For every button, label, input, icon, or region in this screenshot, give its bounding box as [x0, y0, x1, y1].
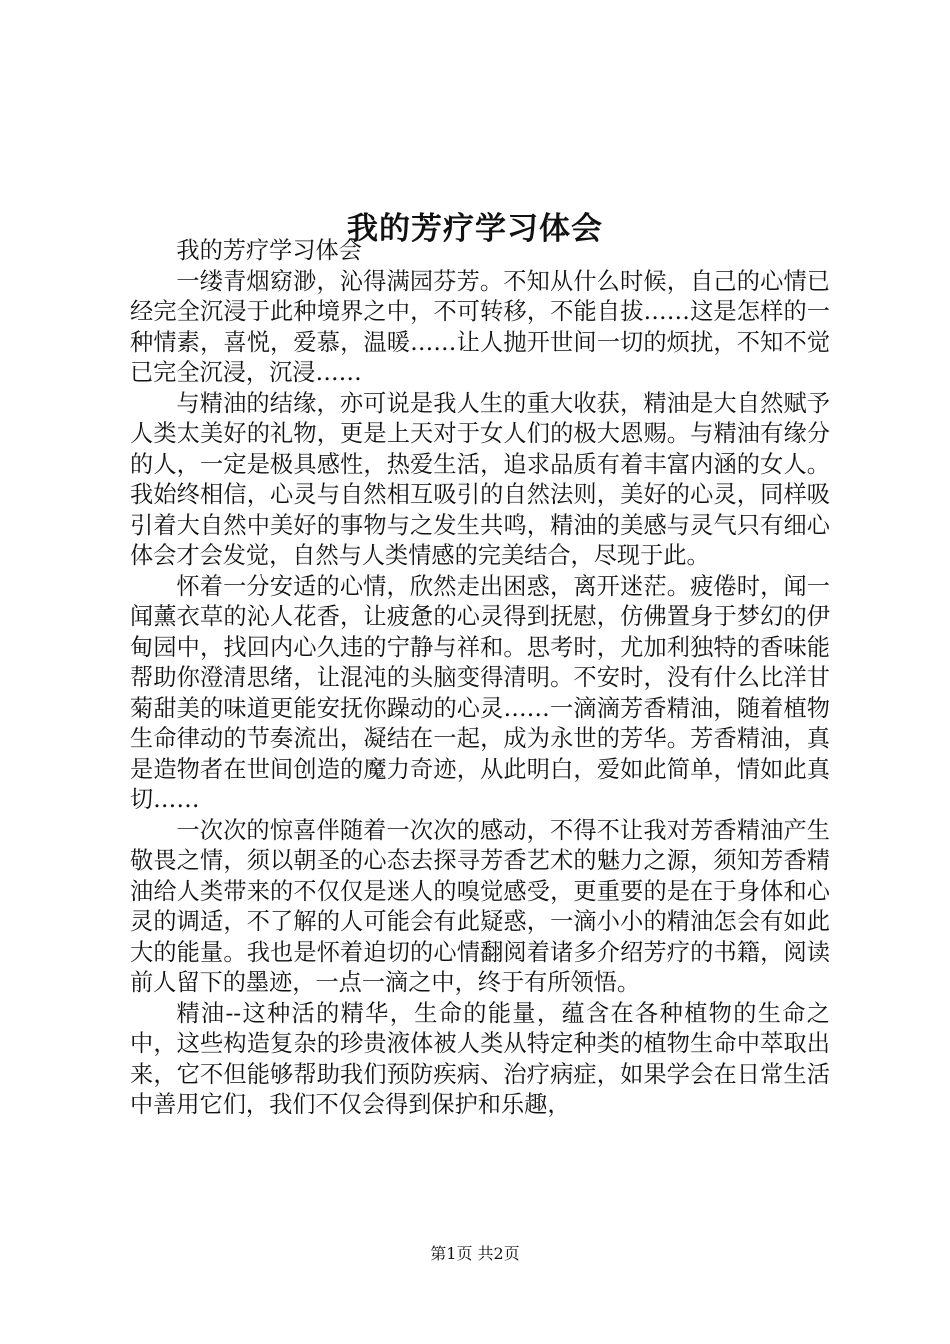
paragraph: 一次次的惊喜伴随着一次次的感动，不得不让我对芳香精油产生敬畏之情，须以朝圣的心态去探寻芳香艺术的魅力之源，须知芳香精油给人类带来的不仅仅是迷人的嗅觉感受，更重要的是在于身体和心灵的调适，不了解的人可能会有此疑惑，一滴小小的精油怎会有如此大的能量。我也是怀着迫切的心情翻阅着诸多介绍芳疗的书籍，阅读前人留下的墨迹，一点一滴之中，终于有所领悟。 — [130, 816, 830, 996]
paragraph: 精油--这种活的精华，生命的能量，蕴含在各种植物的生命之中，这些构造复杂的珍贵液体被人类从特定种类的植物生命中萃取出来，它不但能够帮助我们预防疾病、治疗病症，如果学会在日常生活中善用它们，我们不仅会得到保护和乐趣， — [130, 999, 830, 1118]
document-body — [130, 236, 830, 1121]
paragraph-subtitle: 我的芳疗学习体会 — [176, 237, 362, 264]
paragraph: 与精油的结缘，亦可说是我人生的重大收获，精油是大自然赋予人类太美好的礼物，更是上天对于女人们的极大恩赐。与精油有缘分的人，一定是极具感性，热爱生活，追求品质有着丰富内涵的女人。我始终相信，心灵与自然相互吸引的自然法则，美好的心灵，同样吸引着大自然中美好的事物与之发生共鸣，精油的美感与灵气只有细心体会才会发觉，自然与人类情感的完美结合，尽现于此。 — [130, 389, 830, 569]
paragraph: 怀着一分安适的心情，欣然走出困惑，离开迷茫。疲倦时，闻一闻薰衣草的沁人花香，让疲惫的心灵得到抚慰，仿佛置身于梦幻的伊甸园中，找回内心久违的宁静与祥和。思考时，尤加利独特的香味能帮助你澄清思绪，让混沌的头脑变得清明。不安时，没有什么比洋甘菊甜美的味道更能安抚你躁动的心灵……一滴滴芳香精油，随着植物生命律动的节奏流出，凝结在一起，成为永世的芳华。芳香精油，真是造物者在世间创造的魔力奇迹，从此明白，爱如此简单，情如此真切…… — [130, 572, 830, 813]
page-title: 我的芳疗学习体会 — [347, 210, 603, 247]
paragraph: 一缕青烟窈渺，沁得满园芬芳。不知从什么时候，自己的心情已经完全沉浸于此种境界之中，不可转移，不能自拔……这是怎样的一种情素，喜悦，爱慕，温暖……让人抛开世间一切的烦扰，不知不觉已完全沉浸，沉浸…… — [130, 267, 830, 386]
page-footer: 第1页 共2页 — [430, 1244, 520, 1263]
